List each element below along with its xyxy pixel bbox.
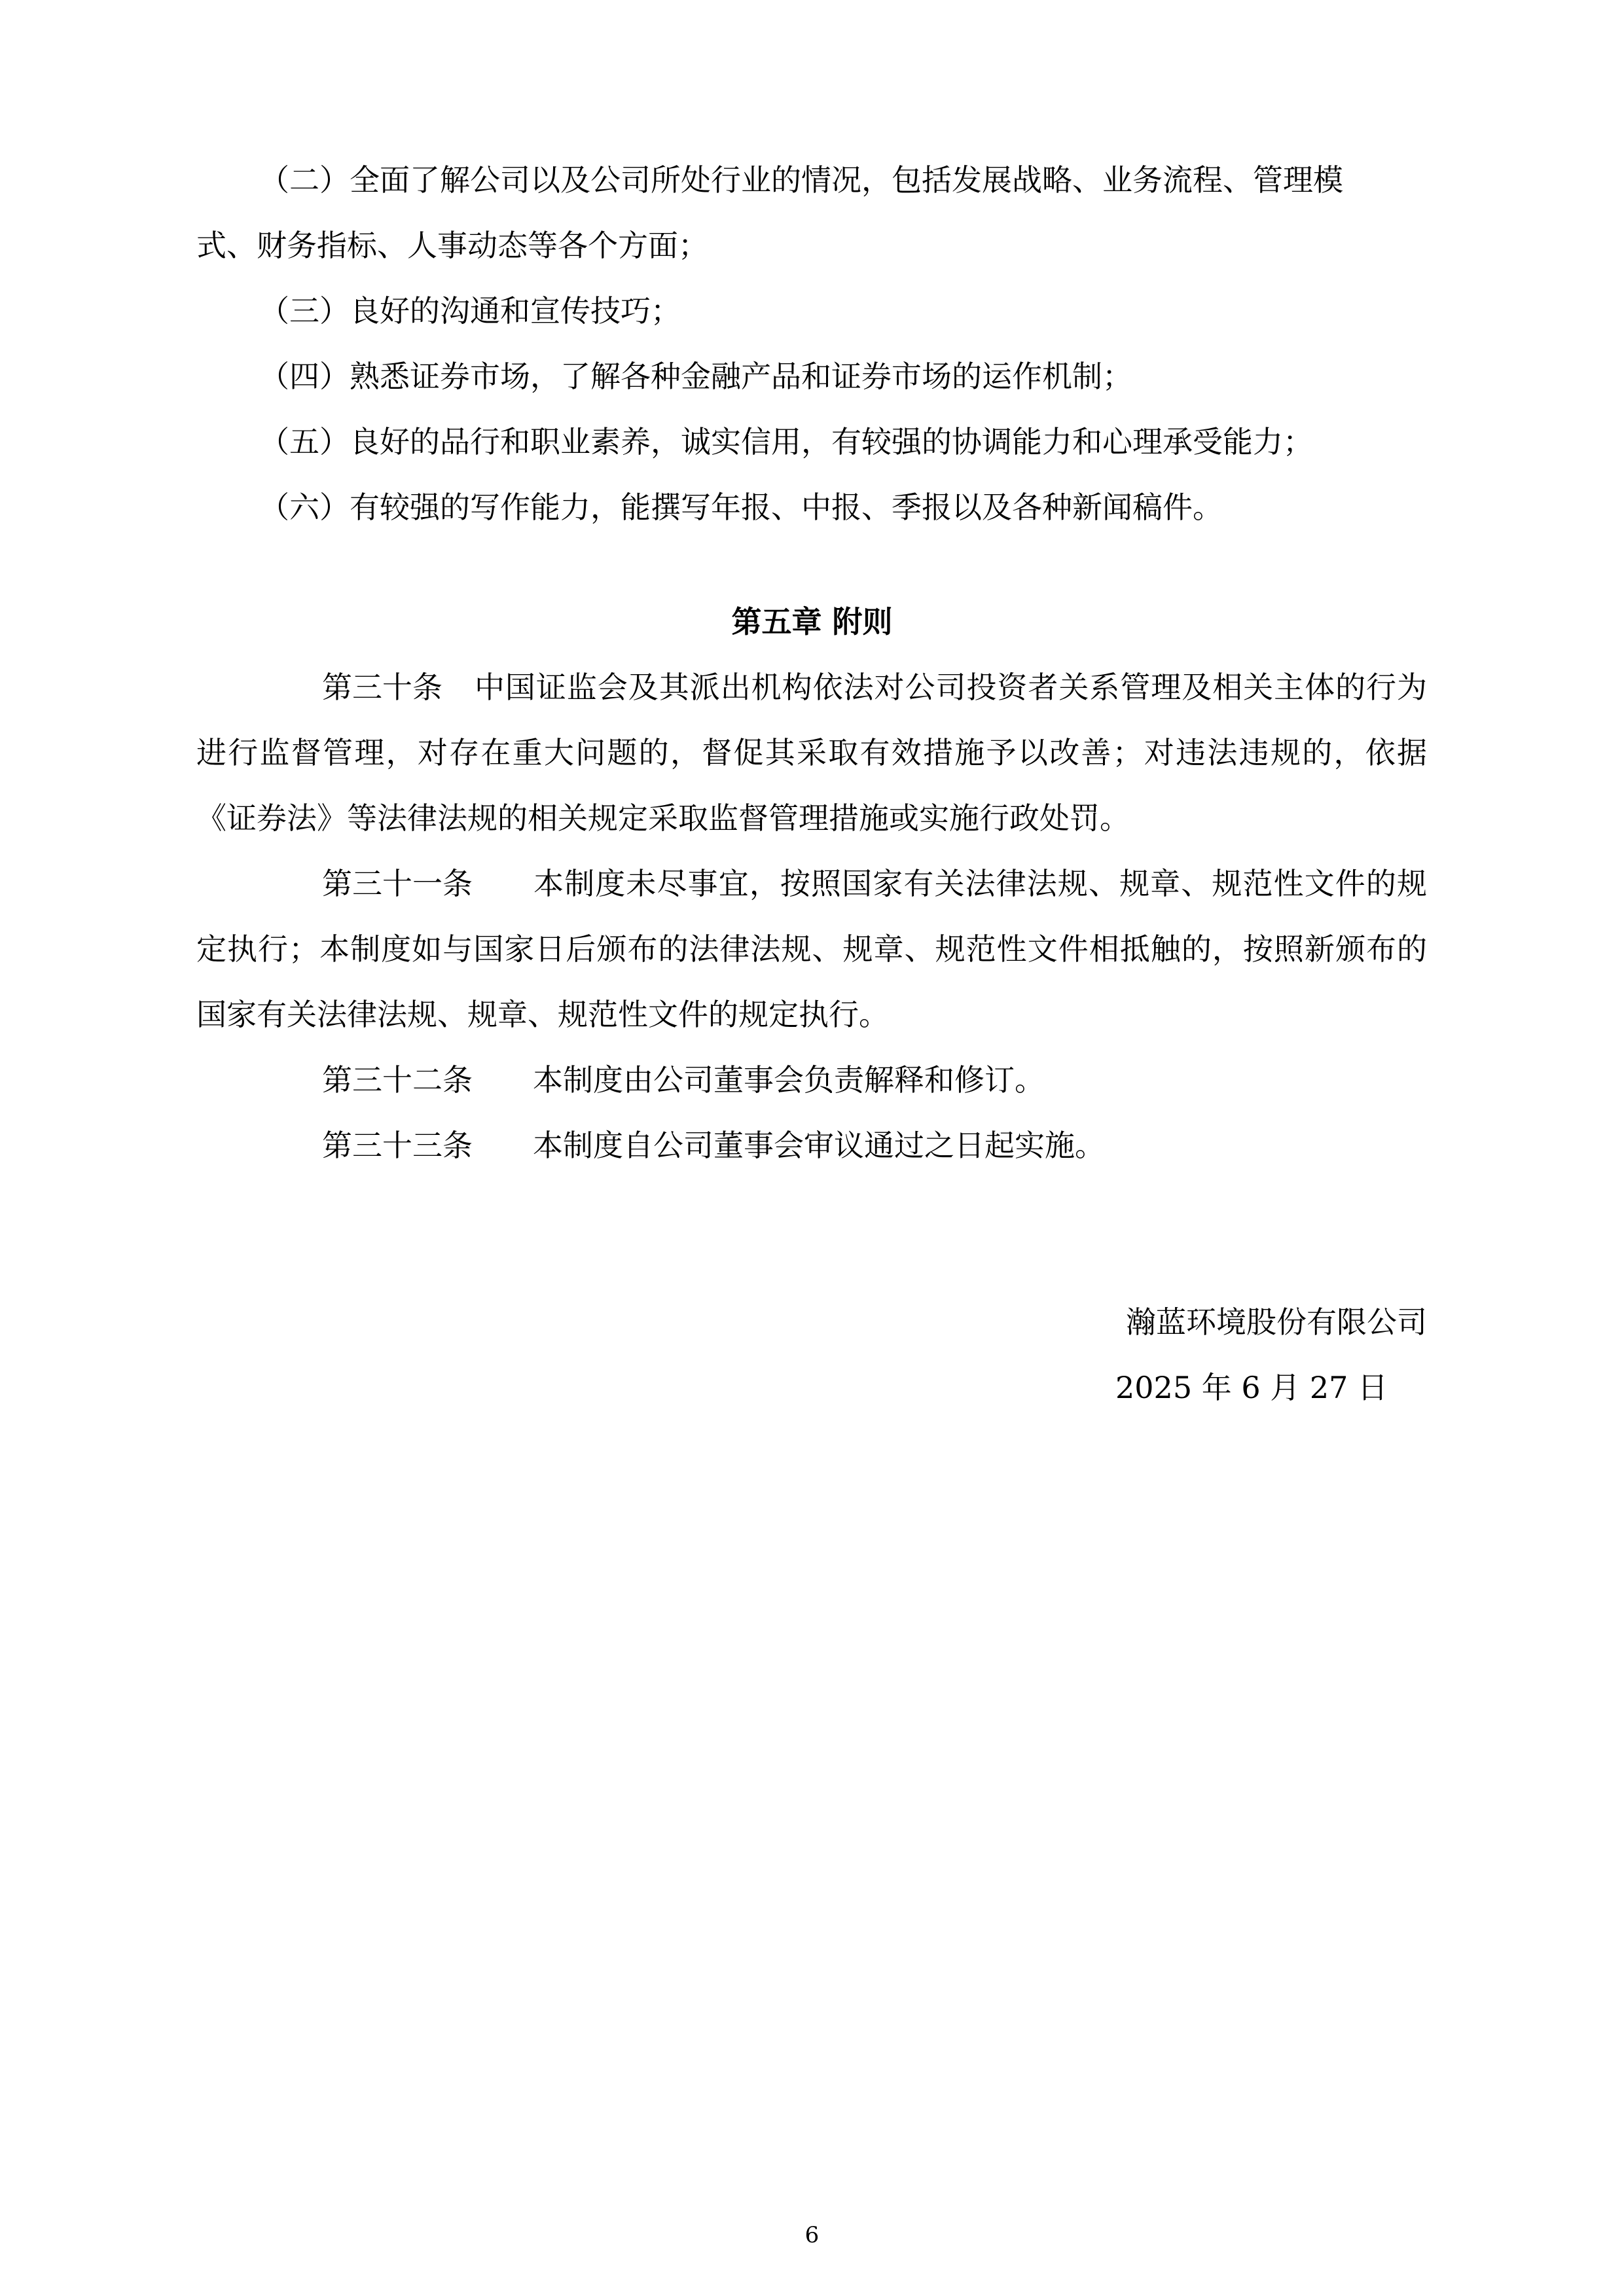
signature-date: 2025 年 6 月 27 日 bbox=[1115, 1370, 1388, 1405]
chapter-heading: 第五章 附则 bbox=[731, 604, 893, 639]
article-32 bbox=[196, 1047, 1427, 1113]
article-text: 本制度自公司董事会审议通过之日起实施。 bbox=[533, 1128, 1105, 1163]
page-number: 6 bbox=[804, 2222, 820, 2248]
company-signature: 瀚蓝环境股份有限公司 bbox=[1126, 1304, 1427, 1340]
article-number: 第三十三条 bbox=[322, 1128, 473, 1163]
article-31 bbox=[196, 851, 1427, 1047]
article-text: 本制度由公司董事会负责解释和修订。 bbox=[533, 1062, 1045, 1098]
list-item: （四）熟悉证券市场，了解各种金融产品和证券市场的运作机制； bbox=[259, 359, 1132, 394]
article-33 bbox=[196, 1113, 1427, 1178]
qualification-list bbox=[196, 147, 1427, 278]
article-text: 中国证监会及其派出机构依法对公司投资者关系管理及相关主体的行为进行监督管理，对存在重大问题的，督促其采取有效措施予以改善；对违法违规的，依据《证券法》等法律法规的相关规定采取监督管理措施或实施行政处罚。 bbox=[196, 670, 1427, 836]
list-item: （六）有较强的写作能力，能撰写年报、中报、季报以及各种新闻稿件。 bbox=[259, 490, 1223, 525]
article-number: 第三十二条 bbox=[322, 1062, 473, 1098]
list-item: （五）良好的品行和职业素养，诚实信用，有较强的协调能力和心理承受能力； bbox=[259, 424, 1313, 459]
article-number: 第三十条 bbox=[322, 670, 442, 705]
article-text: 本制度未尽事宜，按照国家有关法律法规、规章、规范性文件的规定执行；本制度如与国家日后颁布的法律法规、规章、规范性文件相抵触的，按照新颁布的国家有关法律法规、规章、规范性文件的规定执行。 bbox=[196, 866, 1427, 1032]
list-item: （二）全面了解公司以及公司所处行业的情况，包括发展战略、业务流程、管理模 式、财务指标、人事动态等各个方面； bbox=[196, 162, 1343, 263]
article-number: 第三十一条 bbox=[322, 866, 473, 901]
article-30 bbox=[196, 655, 1427, 851]
list-item: （三）良好的沟通和宣传技巧； bbox=[259, 293, 681, 329]
